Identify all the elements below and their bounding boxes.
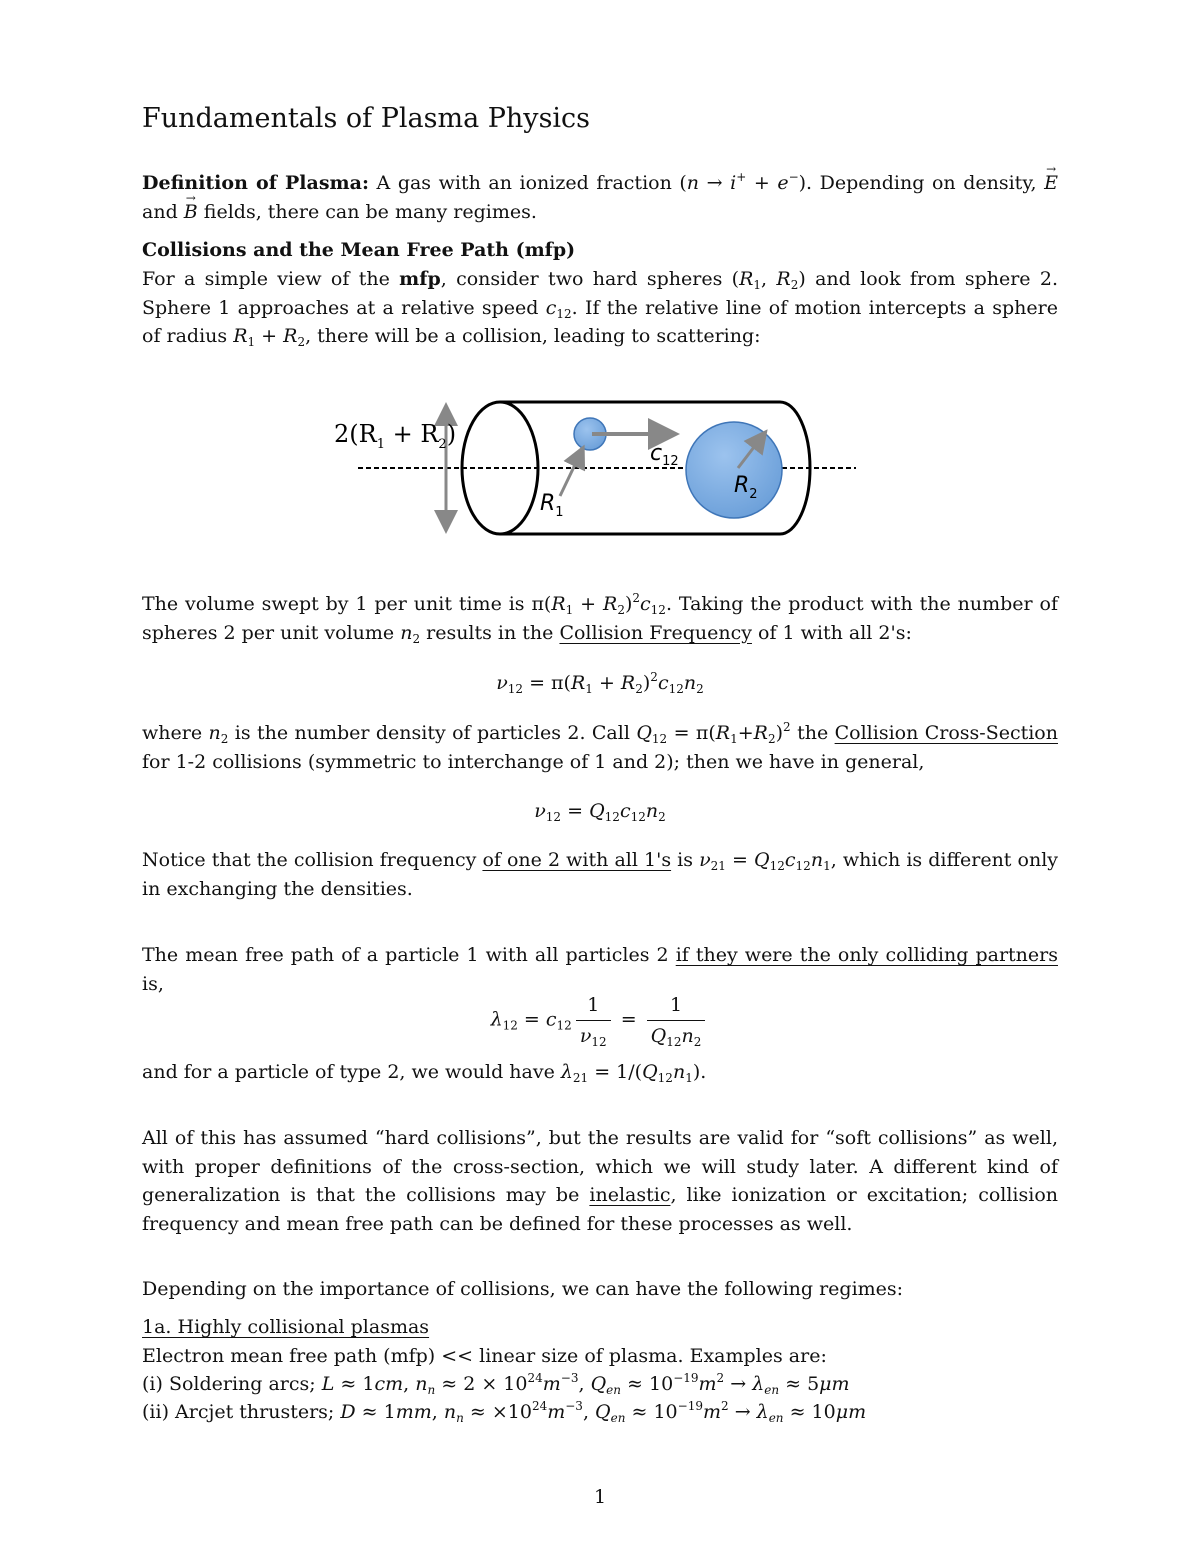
definition-paragraph: Definition of Plasma: A gas with an ionized fraction (n → i+ + e−). Depending on density, → E and → B fields, there can be many regimes. — [142, 169, 1058, 226]
sphere-r2 — [686, 422, 782, 518]
definition-heading: Definition of Plasma: — [142, 172, 369, 194]
fraction-one-over-qn: $\frac{1}{Q_{12}n_2}$ — [647, 990, 706, 1051]
equation-collision-frequency: $\nu_{12} = \pi(R_1 + R_2)^2c_{12}n_2$ — [496, 670, 704, 696]
r1-label: $R_1$ — [540, 491, 564, 520]
regime-1a-description: Electron mean free path (mfp) << linear size of plasma. Examples are: — [142, 1345, 827, 1367]
example-arcjet-thrusters: (ii) Arcjet thrusters; D ≈ 1mm, $n_n \approx \times 10^{24}m^{-3}$, $Q_{en} \approx 10^{-19}m^2 \to \lambda_{en} \approx 10\mu m$ — [142, 1399, 867, 1425]
velocity-label: $c_{12}$ — [650, 441, 679, 469]
collision-cross-section-term: Collision Cross-Section — [834, 722, 1058, 744]
e-field-vector: → E — [1044, 169, 1058, 198]
regimes-intro: Depending on the importance of collisions, we can have the following regimes: — [142, 1278, 904, 1300]
r2-label: $R_2$ — [734, 473, 758, 502]
r1-radius-arrow — [560, 450, 582, 496]
collision-frequency-term: Collision Frequency — [559, 621, 752, 644]
type2-paragraph: and for a particle of type 2, we would have $\lambda_{21} = 1/(Q_{12}n_1)$. — [142, 1061, 707, 1085]
section-heading-collisions: Collisions and the Mean Free Path (mfp) — [142, 239, 576, 261]
cross-section-paragraph: where $n_2$ is the number density of particles 2. Call $Q_{12} = \pi(R_1+R_2)^2$ the Collision Cross-Section for 1-2 collisions (symmetric to interchange of 1 and 2); then we have in general, — [142, 720, 1058, 773]
diameter-label: $2(R_1 + R_2)$ — [334, 420, 457, 452]
hard-collisions-paragraph: All of this has assumed “hard collisions”, but the results are valid for “soft collisions” as well, with proper definitions of the cross-section, which we will study later. A different kind of generalization is that the collisions may be inelastic, like ionization or excitation; collision frequency and mean free path can be defined for these processes as well. — [142, 1127, 1059, 1235]
equation-general-frequency: $\nu_{12} = Q_{12}c_{12}n_2$ — [534, 800, 666, 824]
fraction-one-over-nu: $\frac{1}{\nu_{12}}$ — [576, 990, 611, 1051]
equation-mean-free-path: $\lambda_{12} = c_{12}$ $\frac{1}{\nu_{12}}$ = $\frac{1}{Q_{12}n_2}$ — [142, 990, 1058, 1051]
example-soldering-arcs: (i) Soldering arcs; L ≈ 1cm, $n_n \approx 2 \times 10^{24}m^{-3}$, $Q_{en} \approx 10^{-19}m^2 \to \lambda_{en} \approx 5\mu m$ — [142, 1371, 850, 1397]
notice-paragraph: Notice that the collision frequency of one 2 with all 1's is $\nu_{21} = Q_{12}c_{12}n_1$, which is different only in exchanging the densities. — [142, 849, 1059, 900]
regime-1a-heading: 1a. Highly collisional plasmas — [142, 1316, 430, 1338]
mean-free-path-paragraph: The mean free path of a particle 1 with all particles 2 if they were the only colliding partners is, — [142, 944, 1058, 995]
mfp-intro-paragraph: For a simple view of the mfp, consider two hard spheres ($R_1$, $R_2$) and look from sphere 2. Sphere 1 approaches at a relative speed $c_{12}$. If the relative line of motion intercepts a sphere of radius $R_1 + R_2$, there will be a collision, leading to scattering: — [142, 268, 1058, 349]
collision-cylinder-figure — [320, 392, 880, 544]
volume-swept-paragraph: The volume swept by 1 per unit time is $\pi(R_1 + R_2)^2c_{12}$. Taking the product with the number of spheres 2 per unit volume $n_2$ results in the Collision Frequency of 1 with all 2's: — [142, 591, 1058, 646]
page-title: Fundamentals of Plasma Physics — [142, 103, 591, 134]
page-number: 1 — [593, 1486, 607, 1508]
b-field-vector: → B — [184, 198, 198, 227]
